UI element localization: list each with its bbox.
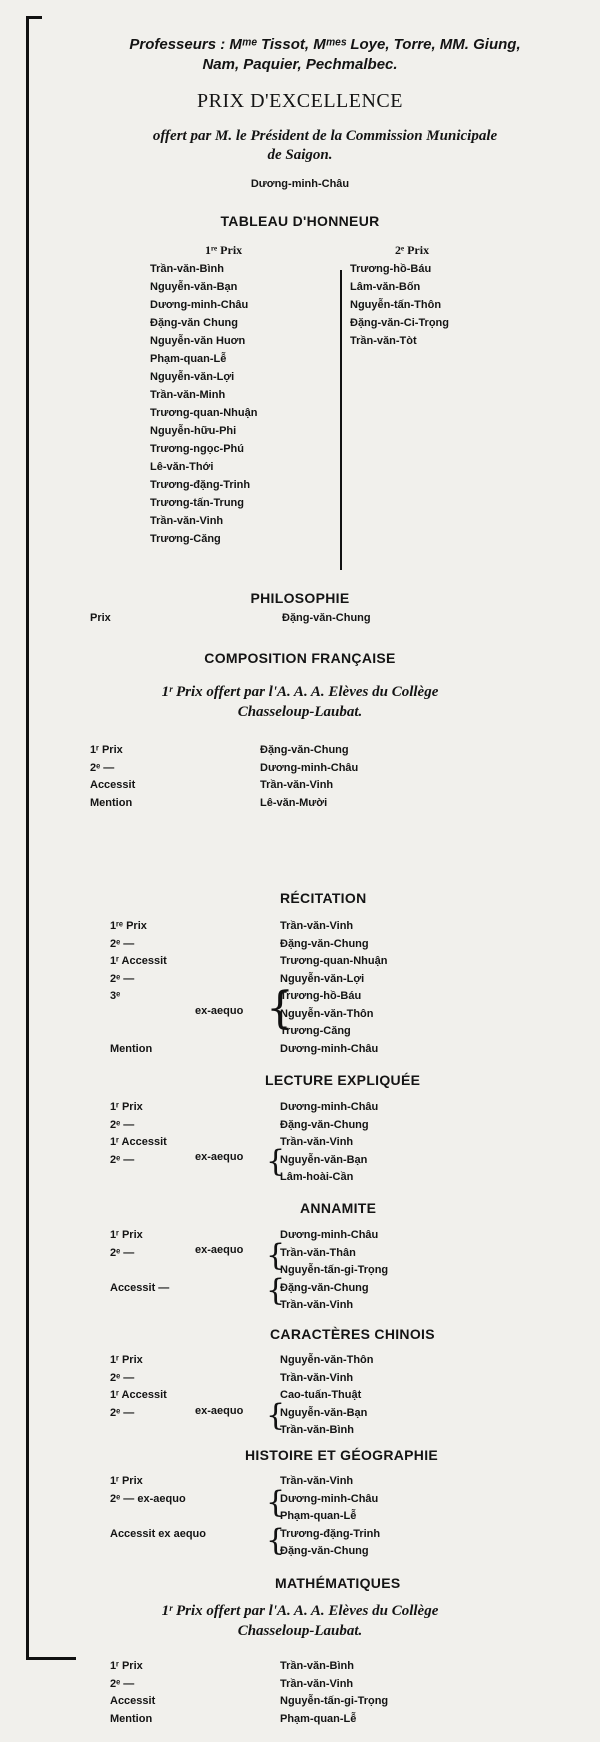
- annamite-exaequo: ex-aequo: [195, 1244, 244, 1256]
- histoire-award-label: [110, 1543, 206, 1561]
- recitation-award-label: Mention: [110, 1042, 153, 1055]
- recitation-award-name: Nguyễn-văn-Thôn: [280, 1007, 374, 1020]
- histoire-title: HISTOIRE ET GÉOGRAPHIE: [245, 1447, 439, 1463]
- honor-first-prize-name: Lê-văn-Thới: [150, 461, 214, 473]
- philosophie-title: PHILOSOPHIE: [250, 590, 350, 606]
- recitation-award-label: 3ᵉ: [110, 990, 121, 1002]
- recitation-award-name: Trương-quan-Nhuận: [280, 955, 388, 967]
- recitation-award-name: Nguyễn-văn-Lợi: [280, 972, 365, 985]
- annamite-title: ANNAMITE: [300, 1200, 377, 1216]
- recitation-award-label: 1ʳᵉ Prix: [110, 920, 147, 932]
- annamite-award-name: Dương-minh-Châu: [280, 1229, 379, 1241]
- tableau-column-divider: [340, 270, 342, 570]
- chinois-award-label: 2ᵉ —: [110, 1371, 135, 1384]
- chinois-award-label: 1ʳ Prix: [110, 1354, 143, 1366]
- annamite-names: [280, 1227, 388, 1315]
- chinois-award-name: Trần-văn-Bình: [280, 1424, 354, 1436]
- recitation-exaequo: ex-aequo: [195, 1005, 244, 1017]
- composition-award-name: Đặng-văn-Chung: [260, 744, 349, 756]
- recitation-award-label: 2ᵉ —: [110, 972, 135, 985]
- annamite-award-name: Trần-văn-Vinh: [280, 1299, 354, 1311]
- chinois-award-name: Nguyễn-văn-Thôn: [280, 1354, 374, 1366]
- chinois-labels: [110, 1352, 167, 1440]
- annamite-award-name: Trần-văn-Thân: [280, 1246, 356, 1259]
- honor-first-prize-name: Trần-văn-Bình: [150, 263, 224, 275]
- composition-award-label: 2ᵉ —: [90, 761, 115, 774]
- chinois-brace: {: [266, 1398, 286, 1433]
- lecture-award-name: Nguyễn-văn-Bạn: [280, 1153, 368, 1166]
- recitation-names: [280, 918, 387, 1058]
- math-offer-line-1: 1ʳ Prix offert par l'A. A. A. Elèves du Collège: [161, 1603, 439, 1619]
- chinois-award-label: 2ᵉ —: [110, 1406, 135, 1419]
- histoire-award-label: Accessit ex aequo: [110, 1527, 206, 1540]
- composition-award-name: Lê-văn-Mười: [260, 796, 328, 809]
- math-award-name: Trần-văn-Bình: [280, 1660, 354, 1672]
- annamite-award-label: 1ʳ Prix: [110, 1229, 143, 1241]
- prix-excellence-offer-line-2: de Saigon.: [267, 147, 333, 163]
- recitation-award-label: 2ᵉ —: [110, 937, 135, 950]
- composition-offer-line-1: 1ʳ Prix offert par l'A. A. A. Elèves du Collège: [161, 684, 439, 700]
- prix-excellence-offer-line-1: offert par M. le Président de la Commission Municipale: [152, 128, 498, 144]
- math-title: MATHÉMATIQUES: [275, 1575, 401, 1591]
- tableau-col1-heading: 1ʳᵉ Prix: [205, 243, 243, 257]
- tableau-honneur-title: TABLEAU D'HONNEUR: [220, 213, 380, 229]
- composition-award-name: Trần-văn-Vinh: [260, 779, 334, 791]
- math-award-name: Nguyễn-tấn-gi-Trọng: [280, 1695, 389, 1707]
- tableau-col2-list: [350, 260, 449, 350]
- lecture-names: [280, 1099, 378, 1187]
- histoire-award-label: [110, 1508, 206, 1526]
- honor-first-prize-name: Dương-minh-Châu: [150, 299, 249, 311]
- annamite-award-label: 2ᵉ —: [110, 1246, 135, 1259]
- honor-first-prize-name: Trương-đặng-Trinh: [150, 479, 251, 491]
- honor-second-prize-name: Trần-văn-Tòt: [350, 335, 417, 347]
- philosophie-winner: Đặng-văn-Chung: [282, 612, 371, 624]
- lecture-brace: {: [266, 1144, 286, 1179]
- honor-second-prize-name: Đặng-văn-Ci-Trọng: [350, 317, 449, 329]
- histoire-award-name: Trương-đặng-Trinh: [280, 1527, 381, 1540]
- honor-first-prize-name: Trương-quan-Nhuận: [150, 407, 258, 419]
- annamite-award-label: Accessit —: [110, 1281, 170, 1294]
- recitation-award-name: Trần-văn-Vinh: [280, 920, 354, 932]
- professors-line-1: Professeurs : Mᵐᵉ Tissot, Mᵐᵉˢ Loye, Torre, MM. Giung,: [129, 36, 521, 53]
- bracket-bottom: [26, 1657, 76, 1660]
- annamite-brace-1: {: [266, 1238, 286, 1273]
- composition-labels: [90, 742, 135, 812]
- chinois-title: CARACTÈRES CHINOIS: [270, 1326, 435, 1342]
- honor-first-prize-name: Nguyễn-văn Huơn: [150, 335, 246, 347]
- math-names: [280, 1658, 388, 1728]
- annamite-labels: [110, 1227, 169, 1315]
- histoire-award-label: 1ʳ Prix: [110, 1475, 143, 1487]
- histoire-labels: [110, 1473, 206, 1561]
- tableau-col2-heading: 2ᵉ Prix: [395, 243, 430, 257]
- recitation-award-name: Đặng-văn-Chung: [280, 937, 369, 950]
- tableau-col1-list: [150, 260, 257, 548]
- lecture-award-name: Lâm-hoài-Cần: [280, 1171, 354, 1183]
- honor-first-prize-name: Trần-văn-Vinh: [150, 515, 224, 527]
- lecture-award-name: Đặng-văn-Chung: [280, 1118, 369, 1131]
- lecture-award-label: [110, 1169, 167, 1187]
- math-award-label: Accessit: [110, 1695, 156, 1707]
- composition-title: COMPOSITION FRANÇAISE: [204, 650, 396, 666]
- lecture-labels: [110, 1099, 167, 1187]
- honor-first-prize-name: Trương-tấn-Trung: [150, 497, 244, 509]
- philosophie-label: Prix: [90, 612, 111, 624]
- histoire-brace-2: {: [266, 1523, 286, 1558]
- lecture-award-label: 2ᵉ —: [110, 1118, 135, 1131]
- bracket-left: [26, 16, 29, 1660]
- chinois-award-name: Trần-văn-Vinh: [280, 1371, 354, 1384]
- lecture-award-label: 1ʳ Prix: [110, 1101, 143, 1113]
- lecture-award-name: Dương-minh-Châu: [280, 1101, 379, 1113]
- honor-first-prize-name: Trần-văn-Minh: [150, 389, 226, 401]
- math-award-name: Phạm-quan-Lễ: [280, 1712, 357, 1725]
- chinois-award-label: 1ʳ Accessit: [110, 1389, 167, 1401]
- prix-excellence-winner: Dương-minh-Châu: [250, 178, 350, 190]
- lecture-award-label: 2ᵉ —: [110, 1153, 135, 1166]
- annamite-brace-2: {: [266, 1273, 286, 1308]
- chinois-award-name: Cao-tuấn-Thuật: [280, 1389, 362, 1401]
- lecture-exaequo: ex-aequo: [195, 1151, 244, 1163]
- histoire-award-name: Dương-minh-Châu: [280, 1492, 379, 1505]
- recitation-award-name: Trương-Căng: [280, 1025, 351, 1037]
- histoire-award-name: Đặng-văn-Chung: [280, 1545, 369, 1557]
- math-award-label: 2ᵉ —: [110, 1677, 135, 1690]
- recitation-brace: {: [266, 983, 294, 1034]
- recitation-title: RÉCITATION: [280, 890, 367, 906]
- honor-first-prize-name: Nguyễn-hữu-Phi: [150, 425, 237, 437]
- honor-first-prize-name: Trương-Căng: [150, 533, 221, 545]
- lecture-award-label: 1ʳ Accessit: [110, 1136, 167, 1148]
- honor-second-prize-name: Trương-hồ-Báu: [350, 263, 432, 275]
- math-labels: [110, 1658, 155, 1728]
- honor-second-prize-name: Lâm-văn-Bốn: [350, 281, 421, 293]
- recitation-award-label: [110, 1023, 167, 1041]
- recitation-labels: [110, 918, 167, 1058]
- chinois-names: [280, 1352, 374, 1440]
- honor-second-prize-name: Nguyễn-tấn-Thôn: [350, 299, 442, 311]
- chinois-award-label: [110, 1422, 167, 1440]
- histoire-brace-1: {: [266, 1485, 286, 1520]
- recitation-award-label: [110, 1006, 167, 1024]
- honor-first-prize-name: Nguyễn-văn-Lợi: [150, 371, 235, 383]
- math-award-label: Mention: [110, 1712, 153, 1725]
- recitation-award-label: 1ʳ Accessit: [110, 955, 167, 967]
- composition-award-name: Dương-minh-Châu: [260, 761, 359, 774]
- honor-first-prize-name: Phạm-quan-Lễ: [150, 353, 227, 365]
- recitation-award-name: Dương-minh-Châu: [280, 1042, 379, 1055]
- histoire-award-name: Trần-văn-Vinh: [280, 1475, 354, 1487]
- lecture-title: LECTURE EXPLIQUÉE: [265, 1072, 421, 1088]
- recitation-award-name: Trương-hồ-Báu: [280, 990, 362, 1002]
- annamite-award-name: Đặng-văn-Chung: [280, 1281, 369, 1294]
- math-offer-line-2: Chasseloup-Laubat.: [237, 1623, 363, 1639]
- lecture-award-name: Trần-văn-Vinh: [280, 1136, 354, 1148]
- prix-excellence-title: PRIX D'EXCELLENCE: [197, 90, 403, 112]
- chinois-exaequo: ex-aequo: [195, 1405, 244, 1417]
- math-award-label: 1ʳ Prix: [110, 1660, 143, 1672]
- honor-first-prize-name: Trương-ngọc-Phú: [150, 443, 244, 455]
- honor-first-prize-name: Nguyễn-văn-Bạn: [150, 281, 238, 293]
- honor-first-prize-name: Đặng-văn Chung: [150, 317, 238, 329]
- math-award-name: Trần-văn-Vinh: [280, 1677, 354, 1690]
- histoire-award-label: 2ᵉ — ex-aequo: [110, 1492, 186, 1505]
- composition-award-label: Mention: [90, 796, 133, 809]
- professors-line-2: Nam, Paquier, Pechmalbec.: [202, 56, 398, 73]
- composition-names: [260, 742, 358, 812]
- annamite-award-name: Nguyễn-tấn-gi-Trọng: [280, 1264, 389, 1276]
- composition-offer-line-2: Chasseloup-Laubat.: [237, 704, 363, 720]
- composition-award-label: Accessit: [90, 779, 136, 791]
- histoire-names: [280, 1473, 380, 1561]
- composition-award-label: 1ʳ Prix: [90, 744, 123, 756]
- chinois-award-name: Nguyễn-văn-Bạn: [280, 1406, 368, 1419]
- histoire-award-name: Phạm-quan-Lễ: [280, 1510, 357, 1522]
- annamite-award-label: [110, 1262, 169, 1280]
- annamite-award-label: [110, 1297, 169, 1315]
